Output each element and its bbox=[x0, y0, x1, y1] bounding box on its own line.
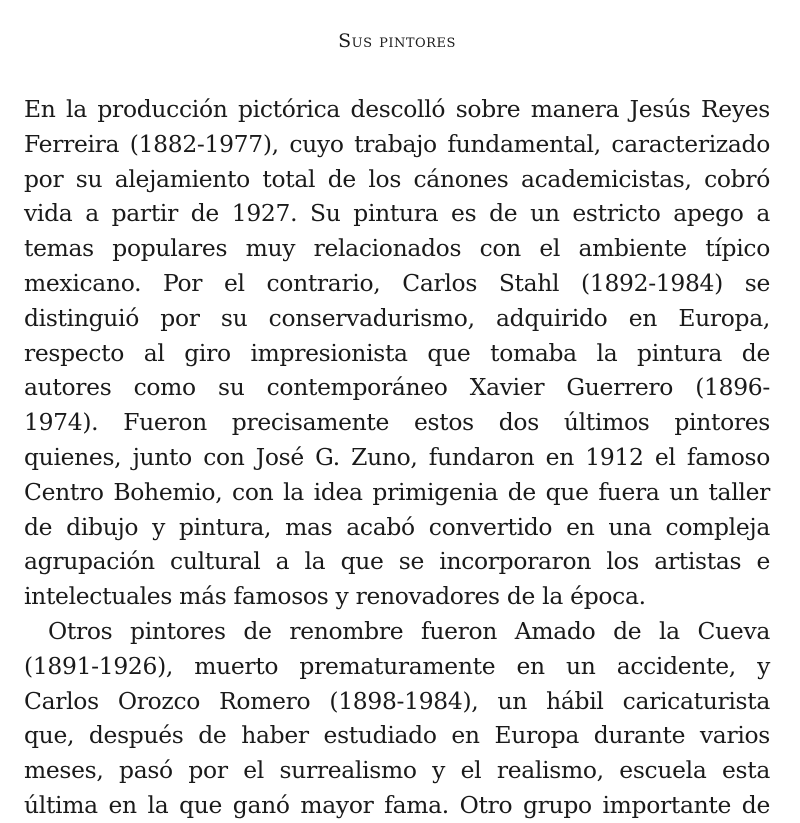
text-line: Centro Bohemio, con la idea primigenia de que fuera un taller bbox=[24, 477, 770, 506]
text-line: En la producción pictórica descolló sobre manera Jesús Reyes bbox=[24, 95, 770, 123]
text-line: vida a partir de 1927. Su pintura es de un estricto apego a bbox=[24, 199, 770, 228]
document-page bbox=[24, 0, 770, 823]
paragraph-2 bbox=[24, 614, 770, 823]
text-line: (1891-1926), muerto prematuramente en un accidente, y bbox=[24, 651, 770, 680]
text-line: distinguió por su conservadurismo, adquirido en Europa, bbox=[24, 303, 770, 332]
text-line: Otros pintores de renombre fueron Amado de la Cueva bbox=[48, 616, 770, 645]
body-text bbox=[24, 92, 770, 823]
text-line: mexicano. Por el contrario, Carlos Stahl (1892-1984) se bbox=[24, 268, 770, 297]
text-line: Ferreira (1882-1977), cuyo trabajo fundamental, caracterizado bbox=[24, 129, 770, 158]
text-line: meses, pasó por el surrealismo y el realismo, escuela esta bbox=[24, 756, 770, 785]
text-line: temas populares muy relacionados con el ambiente típico bbox=[24, 234, 770, 263]
section-heading: Sus pintores bbox=[338, 30, 456, 52]
text-line: 1974). Fueron precisamente estos dos últimos pintores bbox=[24, 408, 770, 437]
text-line: respecto al giro impresionista que tomaba la pintura de bbox=[24, 338, 770, 367]
text-line: intelectuales más famosos y renovadores de la época. bbox=[24, 582, 646, 611]
text-line: última en la que ganó mayor fama. Otro grupo importante de bbox=[24, 790, 770, 819]
text-line: agrupación cultural a la que se incorporaron los artistas e bbox=[24, 547, 770, 576]
text-line: quienes, junto con José G. Zuno, fundaron en 1912 el famoso bbox=[24, 442, 770, 471]
paragraph-1 bbox=[24, 92, 770, 614]
text-line: autores como su contemporáneo Xavier Guerrero (1896- bbox=[24, 373, 770, 402]
text-line: por su alejamiento total de los cánones academicistas, cobró bbox=[24, 164, 770, 193]
text-line: Carlos Orozco Romero (1898-1984), un hábil caricaturista bbox=[24, 686, 770, 715]
text-line: que, después de haber estudiado en Europa durante varios bbox=[24, 721, 770, 750]
text-line: de dibujo y pintura, mas acabó convertido en una compleja bbox=[24, 512, 770, 541]
